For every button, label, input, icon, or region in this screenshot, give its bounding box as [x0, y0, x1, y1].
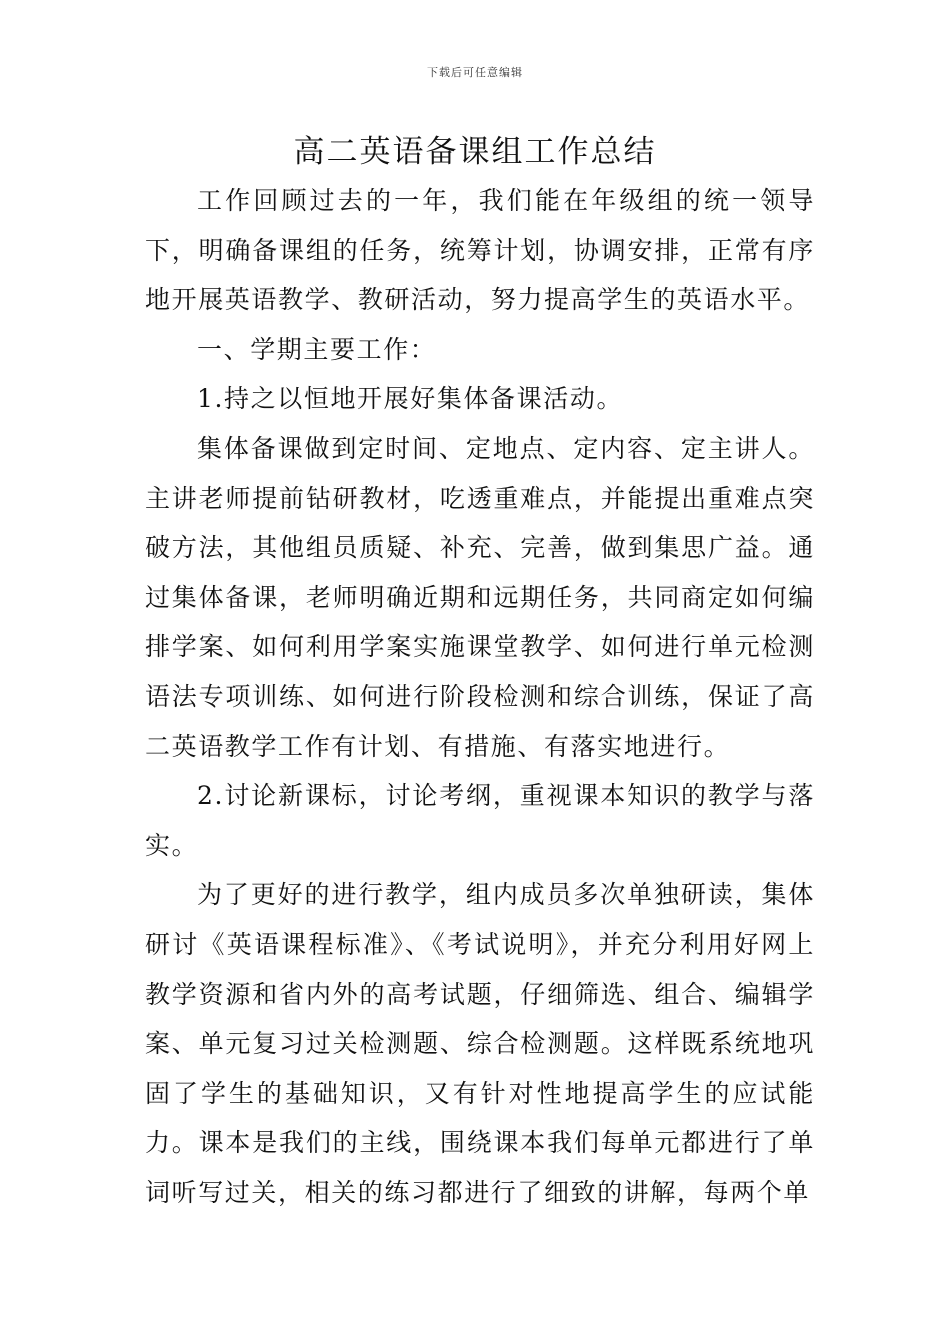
- item-heading-2: 2.讨论新课标，讨论考纲，重视课本知识的教学与落实。: [145, 781, 815, 860]
- header-note: 下载后可任意编辑: [427, 66, 523, 79]
- paragraph-collective-prep: 集体备课做到定时间、定地点、定内容、定主讲人。主讲老师提前钻研教材，吃透重难点，并能提出重难点突破方法，其他组员质疑、补充、完善，做到集思广益。通过集体备课，老师明确近期和远期任务，共同商定如何编排学案、如何利用学案实施课堂教学、如何进行单元检测语法专项训练、如何进行阶段检测和综合训练，保证了高二英语教学工作有计划、有措施、有落实地进行。: [145, 433, 815, 761]
- item-heading-1: 1.持之以恒地开展好集体备课活动。: [197, 384, 624, 414]
- document-title: 高二英语备课组工作总结: [293, 134, 657, 170]
- document-body: [145, 176, 815, 1217]
- section-heading-main-work: 一、学期主要工作：: [197, 334, 437, 364]
- paragraph-curriculum: 为了更好的进行教学，组内成员多次单独研读，集体研讨《英语课程标准》、《考试说明》，并充分利用好网上教学资源和省内外的高考试题，仔细筛选、组合、编辑学案、单元复习过关检测题、综合检测题。这样既系统地巩固了学生的基础知识，又有针对性地提高学生的应试能力。课本是我们的主线，围绕课本我们每单元都进行了单词听写过关，相关的练习都进行了细致的讲解，每两个单: [145, 880, 815, 1207]
- paragraph-intro: 工作回顾过去的一年，我们能在年级组的统一领导下，明确备课组的任务，统筹计划，协调安排，正常有序地开展英语教学、教研活动，努力提高学生的英语水平。: [145, 186, 815, 315]
